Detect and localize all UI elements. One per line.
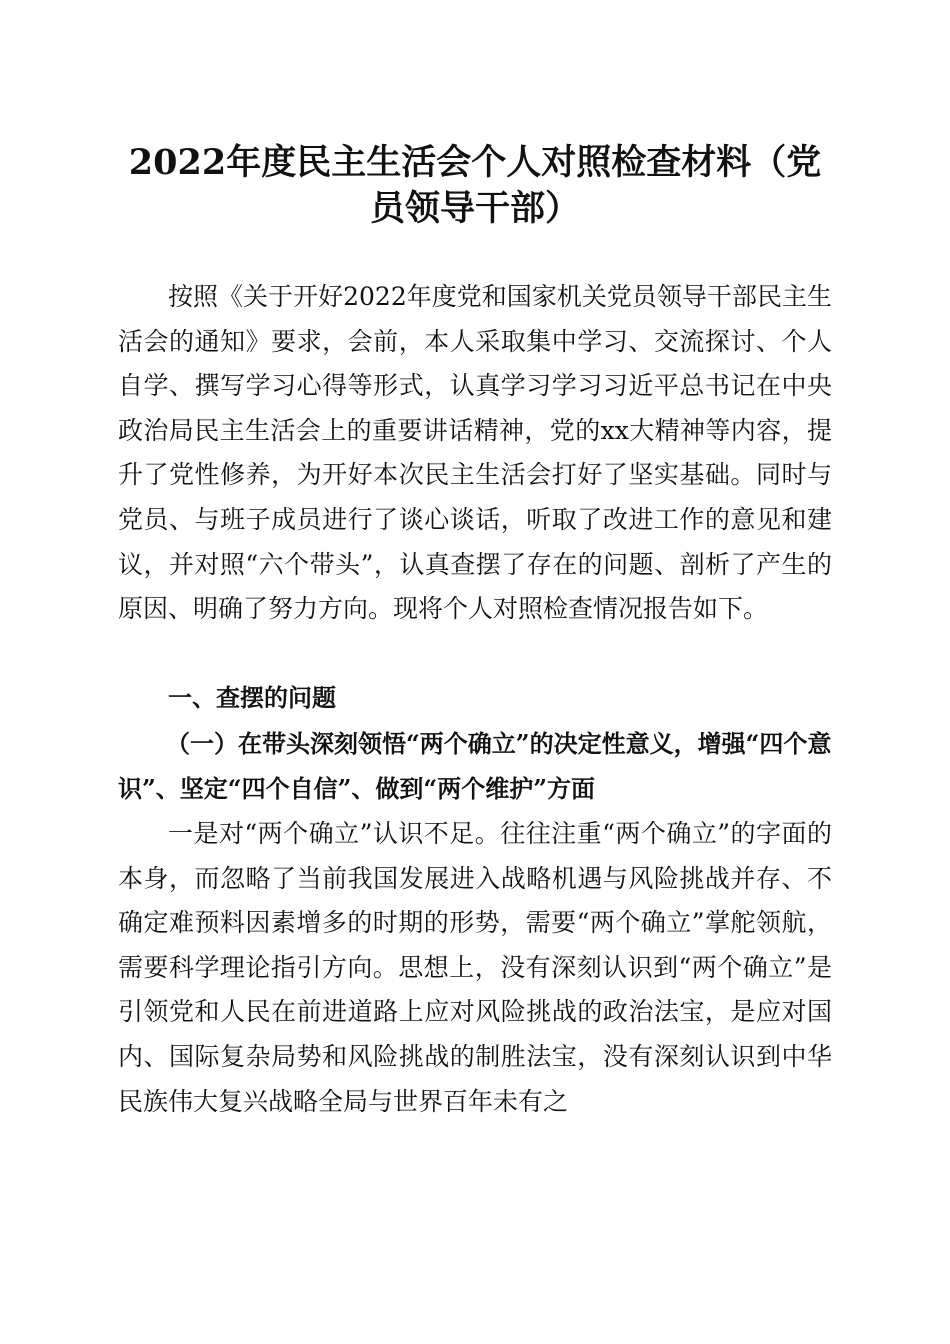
intro-paragraph: 按照《关于开好2022年度党和国家机关党员领导干部民主生活会的通知》要求，会前，本人采取集中学习、交流探讨、个人自学、撰写学习心得等形式，认真学习学习习近平总书记在中央政治局民主生活会上的重要讲话精神，党的xx大精神等内容，提升了党性修养，为开好本次民主生活会打好了坚实基础。同时与党员、与班子成员进行了谈心谈话，听取了改进工作的意见和建议，并对照“六个带头”，认真查摆了存在的问题、剖析了产生的原因、明确了努力方向。现将个人对照检查情况报告如下。 bbox=[118, 282, 832, 624]
point-paragraph: 一是对“两个确立”认识不足。往往注重“两个确立”的字面的本身，而忽略了当前我国发展进入战略机遇与风险挑战并存、不确定难预料因素增多的时期的形势，需要“两个确立”掌舵领航，需要科学理论指引方向。思想上，没有深刻认识到“两个确立”是引领党和人民在前进道路上应对风险挑战的政治法宝，是应对国内、国际复杂局势和风险挑战的制胜法宝，没有深刻认识到中华民族伟大复兴战略全局与世界百年未有之 bbox=[118, 819, 832, 1116]
document-title: 2022年度民主生活会个人对照检查材料（党员领导干部） bbox=[128, 142, 822, 229]
subsection-heading: （一）在带头深刻领悟“两个确立”的决定性意义，增强“四个意识”、坚定“四个自信”、做到“两个维护”方面 bbox=[118, 729, 832, 803]
section-heading: 一、查摆的问题 bbox=[168, 684, 336, 712]
